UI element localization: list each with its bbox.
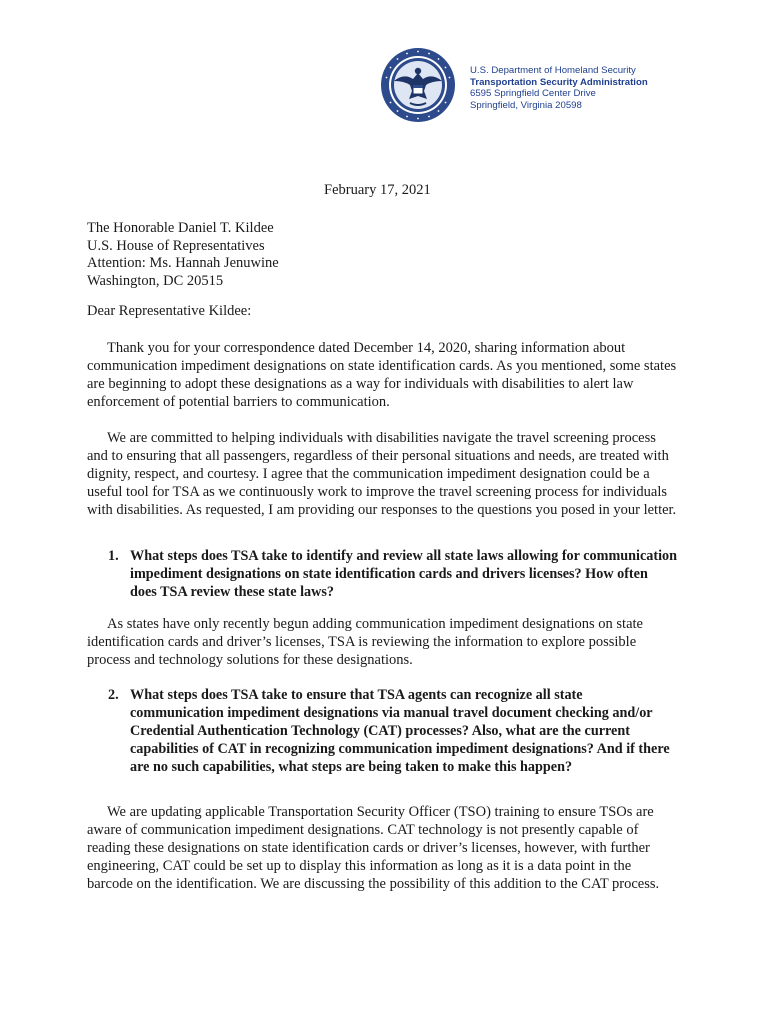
recipient-city: Washington, DC 20515 — [87, 272, 224, 289]
recipient-attention: Attention: Ms. Hannah Jenuwine — [87, 255, 279, 271]
question-number: 2. — [108, 687, 119, 703]
question-text: What steps does TSA take to ensure that TSA agents can recognize all state communication impediment designations via manual travel document checking and/or Credential Authentication Technology (CAT) processes? Also, what are the current capabilities of CAT in recognizing communication impediment designations? And if there are no such capabilities, what steps are being taken to make this happen? — [130, 687, 670, 775]
department-name: U.S. Department of Homeland Security — [470, 65, 636, 76]
letterhead-address — [470, 65, 648, 111]
question-number: 1. — [108, 548, 119, 564]
letter-date: February 17, 2021 — [324, 182, 431, 198]
answer-2: We are updating applicable Transportation Security Officer (TSO) training to ensure TSOs are aware of communication impediment designations. CAT technology is not presently capable of reading these designations on state identification cards or driver’s licenses, however, with further engineering, CAT could be set up to display this information as long as it is a data point in the barcode on the identification. We are discussing the possibility of this addition to the CAT process. — [87, 804, 660, 892]
recipient-office: U.S. House of Representatives — [87, 237, 265, 254]
recipient-name: The Honorable Daniel T. Kildee — [87, 220, 274, 236]
answer-1: As states have only recently begun adding communication impediment designations on state identification cards and driver’s licenses, TSA is reviewing the information to explore possible process and technology solutions for these designations. — [87, 616, 643, 668]
street-address: 6595 Springfield Center Drive — [470, 88, 596, 99]
recipient-block — [87, 220, 279, 290]
question-text: What steps does TSA take to identify and review all state laws allowing for communication impediment designations on state identification cards and drivers licenses? How often does TSA review these state laws? — [130, 548, 678, 600]
paragraph-commitment: We are committed to helping individuals with disabilities navigate the travel screening process and to ensuring that all passengers, regardless of their personal situations and needs, are treated with dignity, respect, and courtesy. I agree that the communication impediment designation could be a useful tool for TSA as we continuously work to improve the travel screening process for individuals with disabilities. As requested, I am providing our responses to the questions you posed in your letter. — [87, 430, 677, 518]
city-address: Springfield, Virginia 20598 — [470, 99, 582, 111]
salutation: Dear Representative Kildee: — [87, 303, 252, 319]
dhs-seal-icon — [380, 47, 456, 123]
agency-name: Transportation Security Administration — [470, 76, 648, 88]
paragraph-intro: Thank you for your correspondence dated December 14, 2020, sharing information about communication impediment designations on state identification cards. As you mentioned, some states are beginning to adopt these designations as a way for individuals with disabilities to alert law enforcement of potential barriers to communication. — [87, 340, 677, 410]
question-1 — [108, 547, 678, 601]
question-2 — [108, 686, 678, 776]
